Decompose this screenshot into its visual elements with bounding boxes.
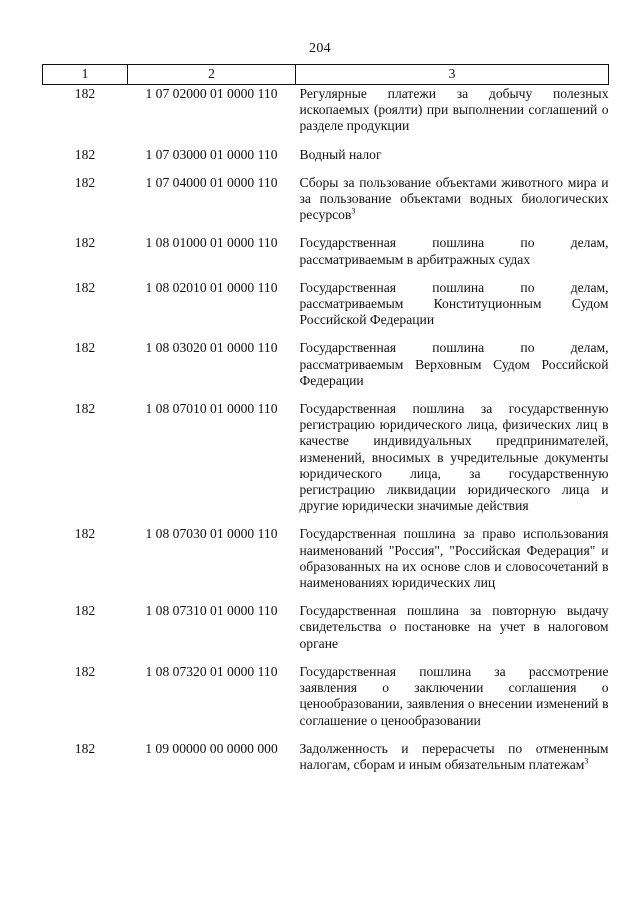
budget-code-cell: 1 08 03020 01 0000 110	[145, 340, 278, 356]
revenue-name-cell	[296, 740, 609, 784]
table-row	[43, 525, 609, 602]
budget-code-cell: 1 07 04000 01 0000 110	[145, 174, 278, 190]
table-row	[43, 740, 609, 784]
revenue-name-text: Сборы за пользование объектами животного мира и за пользование объектами водных биологических ресурсов	[299, 174, 609, 223]
header-col-2: 2	[128, 65, 296, 85]
admin-code-cell: 182	[74, 526, 96, 542]
budget-code-cell: 1 08 07010 01 0000 110	[145, 401, 278, 417]
table-row	[43, 279, 609, 340]
revenue-name-text: Государственная пошлина по делам, рассматриваемым Верховным Судом Российской Федерации	[299, 340, 609, 388]
revenue-name-cell	[296, 663, 609, 740]
page-number: 204	[309, 41, 331, 56]
admin-code-cell: 182	[74, 603, 96, 619]
budget-code-cell: 1 08 07030 01 0000 110	[145, 526, 278, 542]
table-row	[43, 174, 609, 235]
admin-code-cell: 182	[74, 340, 96, 356]
revenue-name-cell	[296, 85, 609, 146]
admin-code-cell: 182	[74, 235, 96, 251]
revenue-name-cell	[296, 234, 609, 278]
revenue-name-text: Государственная пошлина за рассмотрение заявления о заключении соглашения о ценообразовании, заявления о внесении изменений в соглашение о ценообразовании	[299, 663, 609, 728]
footnote-marker: 3	[584, 756, 589, 766]
revenue-name-text: Государственная пошлина за государственную регистрацию юридического лица, физических лиц в качестве индивидуальных предпринимателей, изменений, вносимых в учредительные документы юридического лица, за государственную регистрацию ликвидации юридического лица и другие юридически значимые действия	[299, 401, 609, 514]
table-row	[43, 234, 609, 278]
revenue-name-text: Водный налог	[299, 146, 382, 162]
table-row	[43, 663, 609, 740]
table-row	[43, 400, 609, 525]
table-body	[43, 85, 609, 785]
admin-code-cell: 182	[74, 146, 96, 162]
admin-code-cell: 182	[74, 663, 96, 679]
admin-code-cell: 182	[74, 740, 96, 756]
revenue-name-text: Государственная пошлина за повторную выдачу свидетельства о постановке на учет в налоговом органе	[299, 603, 609, 651]
revenue-name-cell	[296, 339, 609, 400]
budget-code-cell: 1 09 00000 00 0000 000	[145, 740, 278, 756]
header-col-1: 1	[43, 65, 128, 85]
revenue-name-cell	[296, 400, 609, 525]
table-row	[43, 339, 609, 400]
revenue-name-text: Государственная пошлина по делам, рассматриваемым Конституционным Судом Российской Федерации	[299, 279, 609, 328]
footnote-marker: 3	[351, 206, 356, 216]
revenue-name-cell	[296, 146, 609, 174]
budget-code-cell: 1 07 03000 01 0000 110	[145, 146, 278, 162]
budget-code-cell: 1 08 01000 01 0000 110	[145, 235, 278, 251]
table-row	[43, 85, 609, 146]
budget-code-cell: 1 07 02000 01 0000 110	[145, 86, 278, 101]
budget-code-cell: 1 08 02010 01 0000 110	[145, 279, 278, 295]
admin-code-cell: 182	[74, 174, 96, 190]
admin-code-cell: 182	[74, 279, 96, 295]
revenue-name-text: Государственная пошлина за право использования наименований "Россия", "Российская Федерация" и образованных на их основе слов и словосочетаний в наименованиях юридических лиц	[299, 526, 609, 591]
admin-code-cell: 182	[74, 401, 96, 417]
revenue-name-cell	[296, 174, 609, 235]
revenue-name-text: Задолженность и перерасчеты по отмененным налогам, сборам и иным обязательным платежам	[299, 740, 609, 772]
budget-code-cell: 1 08 07310 01 0000 110	[145, 603, 278, 619]
header-row	[43, 65, 609, 85]
revenue-name-text: Государственная пошлина по делам, рассматриваемым в арбитражных судах	[299, 235, 609, 267]
table-row	[43, 602, 609, 663]
table-row	[43, 146, 609, 174]
table-header	[43, 65, 609, 85]
revenue-name-cell	[296, 525, 609, 602]
header-col-3: 3	[296, 65, 609, 85]
revenue-name-text: Регулярные платежи за добычу полезных ископаемых (роялти) при выполнении соглашений о разделе продукции	[299, 86, 609, 134]
budget-code-cell: 1 08 07320 01 0000 110	[145, 663, 278, 679]
admin-code-cell: 182	[74, 86, 96, 101]
revenue-name-cell	[296, 279, 609, 340]
revenue-name-cell	[296, 602, 609, 663]
budget-codes-table	[42, 64, 609, 784]
